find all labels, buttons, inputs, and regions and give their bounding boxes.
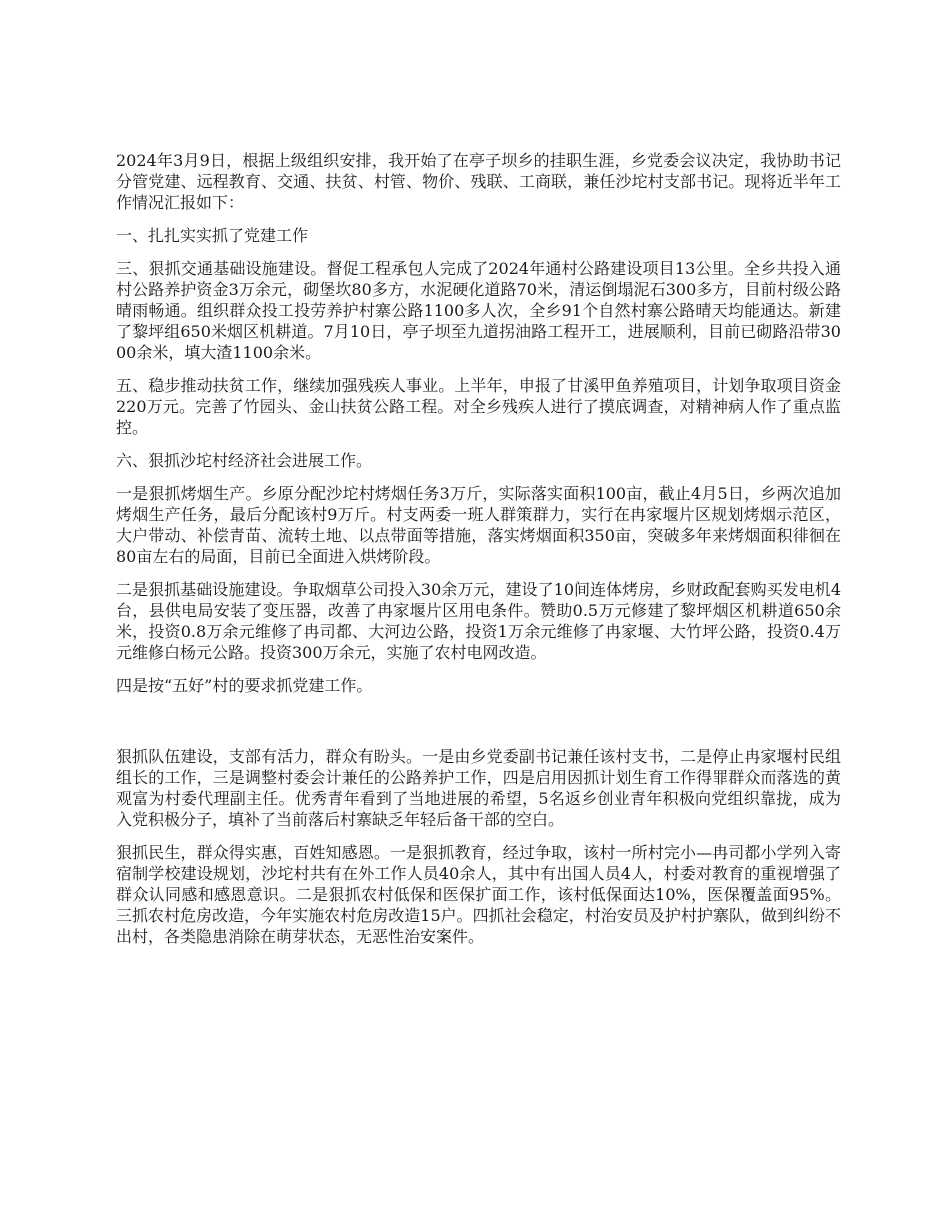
heading-shatuo-village: 六、狠抓沙坨村经济社会进展工作。 <box>116 451 373 470</box>
paragraph-poverty-relief: 五、稳步推动扶贫工作，继续加强残疾人事业。上半年，申报了甘溪甲鱼养殖项目，计划争取项目资金220万元。完善了竹园头、金山扶贫公路工程。对全乡残疾人进行了摸底调查，对精神病人作了重点监控。 <box>116 376 841 437</box>
paragraph-transport: 三、狠抓交通基础设施建设。督促工程承包人完成了2024年通村公路建设项目13公里。全乡共投入通村公路养护资金3万余元，砌堡坎80多方，水泥硬化道路70米，清运倒塌泥石300多方，目前村级公路晴雨畅通。组织群众投工投劳养护村寨公路1100多人次，全乡91个自然村寨公路晴天均能通达。新建了黎坪组650米烟区机耕道。7月10日，亭子坝至九道拐油路工程开工，进展顺利，目前已砌路沿带3000余米，填大渣1100余米。 <box>116 259 841 362</box>
paragraph-five-good: 四是按“五好”村的要求抓党建工作。 <box>116 676 373 695</box>
paragraph-team-building: 狠抓队伍建设，支部有活力，群众有盼头。一是由乡党委副书记兼任该村支书，二是停止冉家堰村民组组长的工作，三是调整村委会计兼任的公路养护工作，四是启用因抓计划生育工作得罪群众而落选的黄观富为村委代理副主任。优秀青年看到了当地进展的希望，5名返乡创业青年积极向党组织靠拢，成为入党积极分子，填补了当前落后村寨缺乏年轻后备干部的空白。 <box>116 747 841 829</box>
paragraph-infrastructure: 二是狠抓基础设施建设。争取烟草公司投入30余万元，建设了10间连体烤房，乡财政配套购买发电机4台，县供电局安装了变压器，改善了冉家堰片区用电条件。赞助0.5万元修建了黎坪烟区机耕道650余米，投资0.8万余元维修了冉司都、大河边公路，投资1万余元维修了冉家堰、大竹坪公路，投资0.4万元维修白杨元公路。投资300万余元，实施了农村电网改造。 <box>116 580 841 662</box>
paragraph-intro: 2024年3月9日，根据上级组织安排，我开始了在亭子坝乡的挂职生涯，乡党委会议决定，我协助书记分管党建、远程教育、交通、扶贫、村管、物价、残联、工商联，兼任沙坨村支部书记。现将近半年工作情况汇报如下： <box>116 151 841 212</box>
section-spacer <box>116 708 841 746</box>
heading-party-building: 一、扎扎实实抓了党建工作 <box>116 226 309 245</box>
document-body <box>116 150 841 959</box>
paragraph-tobacco: 一是狠抓烤烟生产。乡原分配沙坨村烤烟任务3万斤，实际落实面积100亩，截止4月5日，乡两次追加烤烟生产任务，最后分配该村9万斤。村支两委一班人群策群力，实行在冉家堰片区规划烤烟示范区，大户带动、补偿青苗、流转土地、以点带面等措施，落实烤烟面积350亩，突破多年来烤烟面积徘徊在80亩左右的局面，目前已全面进入烘烤阶段。 <box>116 484 841 566</box>
paragraph-livelihood: 狠抓民生，群众得实惠，百姓知感恩。一是狠抓教育，经过争取，该村一所村完小—冉司都小学列入寄宿制学校建设规划，沙坨村共有在外工作人员40余人，其中有出国人员4人，村委对教育的重视增强了群众认同感和感恩意识。二是狠抓农村低保和医保扩面工作，该村低保面达10%，医保覆盖面95%。三抓农村危房改造，今年实施农村危房改造15户。四抓社会稳定，村治安员及护村护寨队，做到纠纷不出村，各类隐患消除在萌芽状态，无恶性治安案件。 <box>116 843 841 946</box>
